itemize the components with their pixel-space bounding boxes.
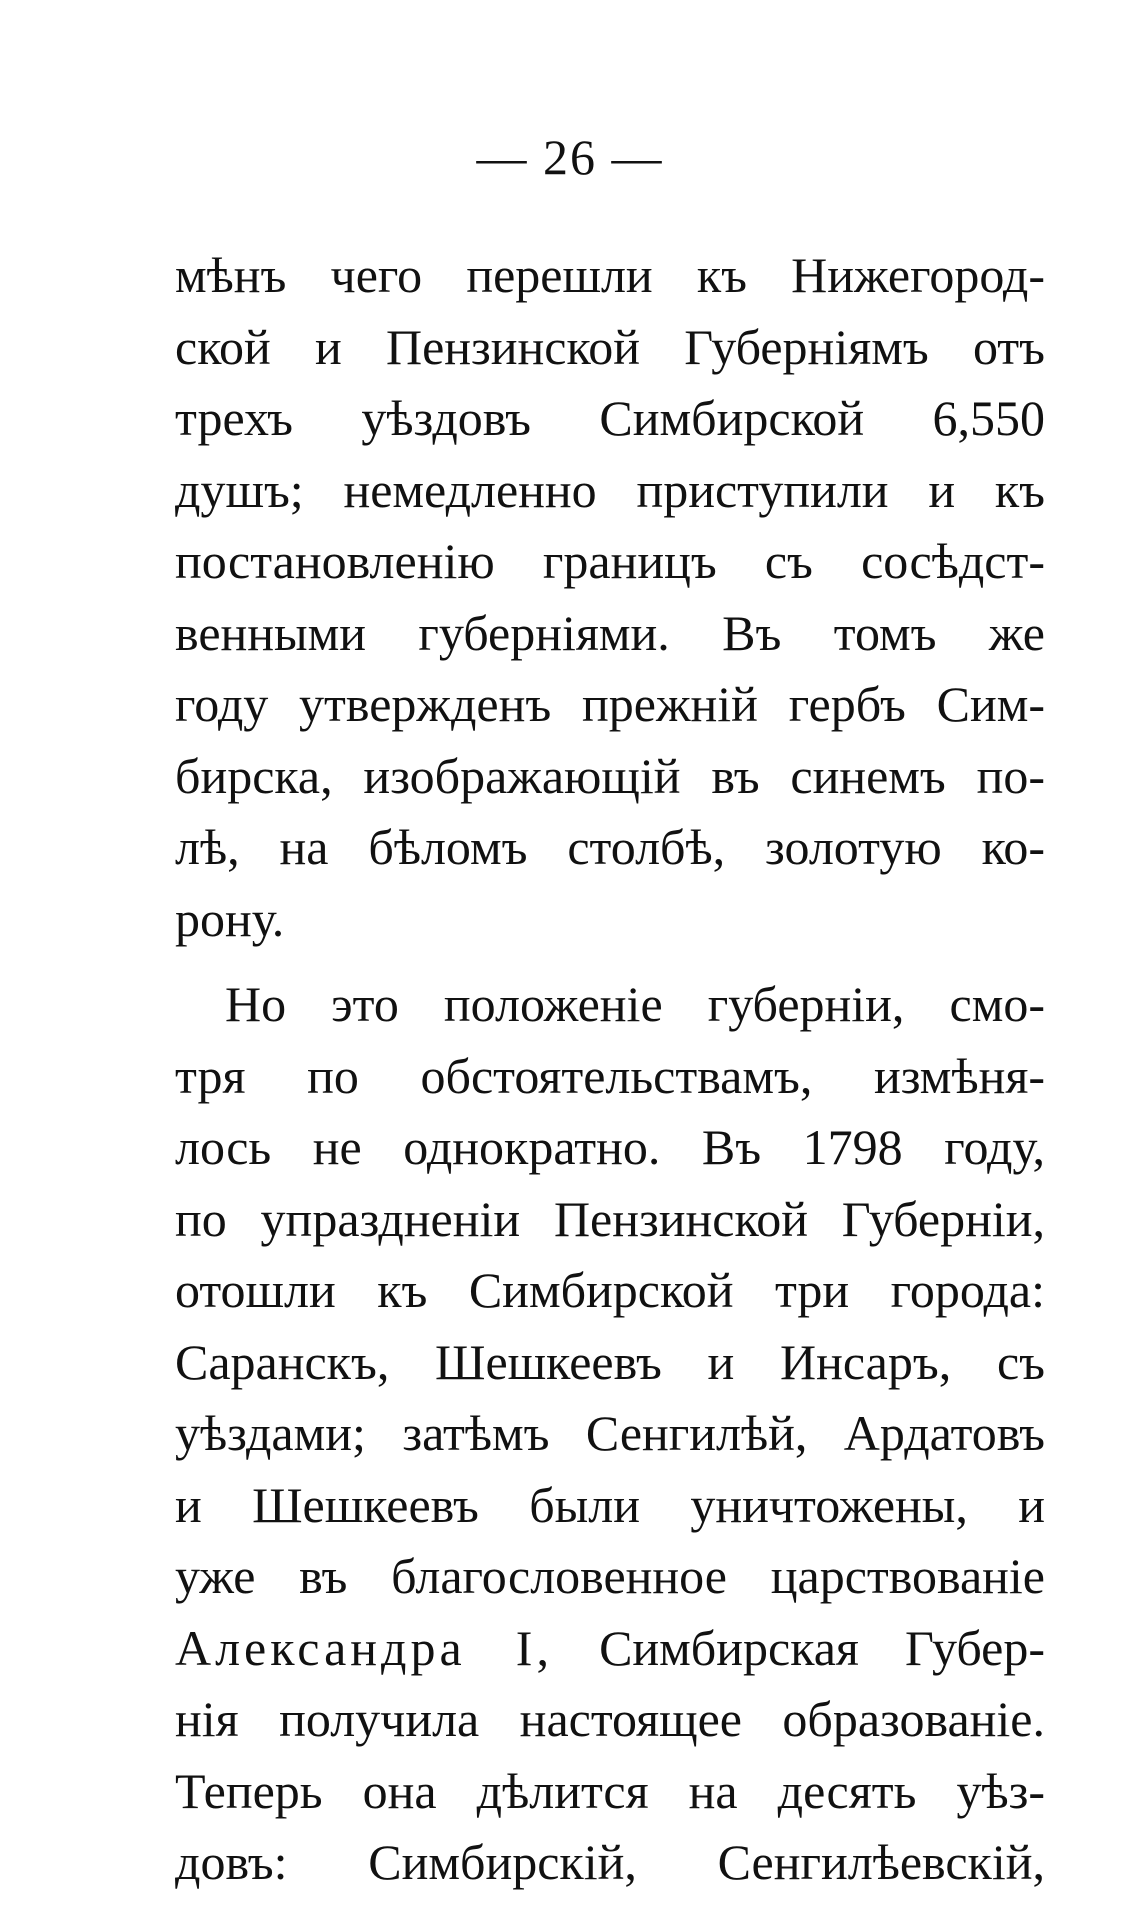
text-line: бирска, изображающій въ синемъ по- [175, 747, 1045, 804]
text-line: венными губерніями. Въ томъ же [175, 604, 1045, 661]
text-line: году утвержденъ прежній гербъ Сим- [175, 676, 1045, 732]
text-line: Теперь она дѣлится на десять уѣз- [175, 1762, 1045, 1819]
text-line: лѣ, на бѣломъ столбѣ, золотую ко- [175, 819, 1045, 875]
text-line: ской и Пензинской Губерніямъ отъ [175, 318, 1045, 375]
text-line: лось не однократно. Въ 1798 году, [175, 1119, 1045, 1175]
text-line: уѣздами; затѣмъ Сенгилѣй, Ардатовъ [175, 1405, 1045, 1461]
text-line: Но это положеніе губерніи, смо- [225, 976, 1045, 1032]
text-line: постановленію границъ съ сосѣдст- [175, 533, 1045, 589]
text-line: довъ: Симбирскій, Сенгилѣевскій, [175, 1834, 1045, 1890]
text-line: душъ; немедленно приступили и къ [175, 461, 1045, 518]
paragraph-gap [175, 955, 1045, 969]
page-number: — 26 — [476, 129, 664, 185]
text-line: рону. [175, 890, 285, 947]
text-fragment: Симбирская Губер- [599, 1619, 1045, 1676]
text-line: Саранскъ, Шешкеевъ и Инсаръ, съ [175, 1333, 1045, 1390]
text-line: трехъ уѣздовъ Симбирской 6,550 [175, 390, 1045, 446]
emperor-name: Александра І, [175, 1619, 553, 1676]
text-line: по упраздненіи Пензинской Губерніи, [175, 1190, 1045, 1247]
text-line: нія получила настоящее образованіе. [175, 1691, 1045, 1747]
text-line: тря по обстоятельствамъ, измѣня- [175, 1047, 1045, 1104]
text-line: отошли къ Симбирской три города: [175, 1262, 1045, 1318]
text-line: уже въ благословенное царствованіе [175, 1548, 1045, 1604]
text-line: мѣнъ чего перешли къ Нижегород- [175, 247, 1045, 303]
page-body [175, 240, 1045, 1899]
text-line: и Шешкеевъ были уничтожены, и [175, 1476, 1045, 1533]
text-line-with-name [175, 1613, 1045, 1685]
